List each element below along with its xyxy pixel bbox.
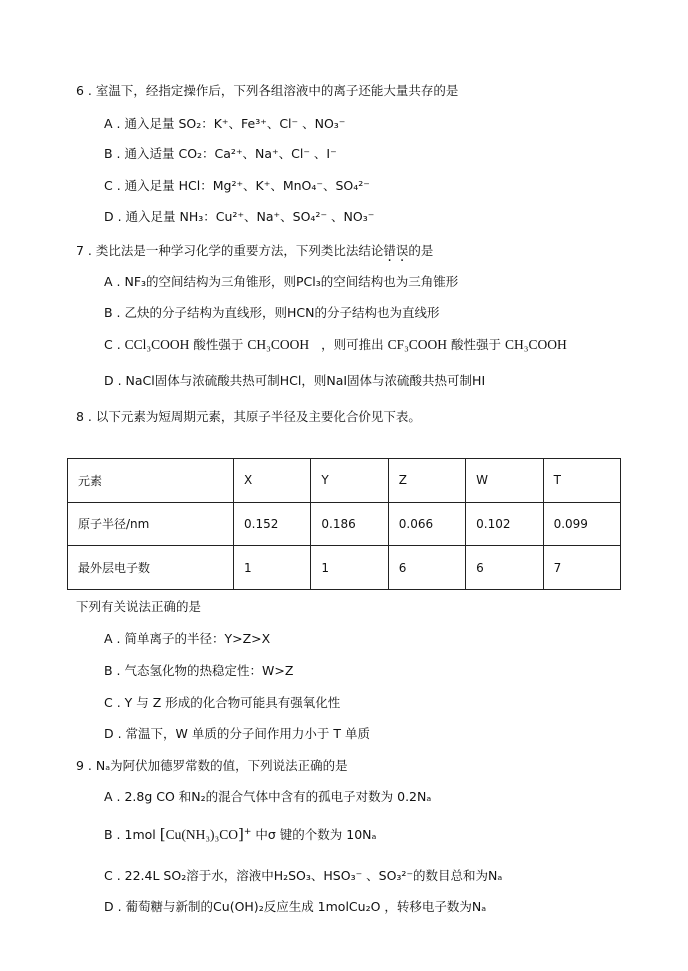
table-header-row [68,459,621,503]
q7-c-formula-1: CCl₃COOH [124,337,190,352]
table-cell: 0.099 [543,502,620,546]
q8-option-c: C . Y 与 Z 形成的化合物可能具有强氧化性 [104,695,341,710]
q9-b-charge: + [243,827,252,837]
q7-option-d: D . NaCl固体与浓硫酸共热可制HCl，则NaI固体与浓硫酸共热可制HI [104,373,486,388]
q9-option-d: D . 葡萄糖与新制的Cu(OH)₂反应生成 1molCu₂O ，转移电子数为Nₐ [104,899,487,914]
q8-option-d: D . 常温下，W 单质的分子间作用力小于 T 单质 [104,726,370,741]
q7-c-formula-3: CF₃COOH [387,337,448,352]
q7-c-formula-2: CH₃COOH [247,337,310,352]
table-cell: Z [388,459,465,503]
q9-stem: 9 . Nₐ为阿伏加德罗常数的值，下列说法正确的是 [76,758,348,773]
table-cell: T [543,459,620,503]
table-cell: 0.152 [234,502,311,546]
q9-b-formula: Cu(NH₃)₃CO [165,827,239,843]
q7-stem-after: 的是 [408,243,434,258]
table-cell: 0.186 [311,502,388,546]
table-cell: 0.066 [388,502,465,546]
table-cell: X [234,459,311,503]
q9-option-a: A . 2.8g CO 和N₂的混合气体中含有的孤电子对数为 0.2Nₐ [104,789,432,804]
table-cell: 原子半径/nm [68,502,234,546]
q9-option-c: C . 22.4L SO₂溶于水，溶液中H₂SO₃、HSO₃⁻ 、SO₃²⁻的数目总和为Nₐ [104,868,503,883]
q7-c-text-1: 酸性强于 [193,337,244,352]
q6-stem: 6 . 室温下，经指定操作后，下列各组溶液中的离子还能大量共存的是 [76,83,459,98]
q8-stem: 8 . 以下元素为短周期元素，其原子半径及主要化合价见下表。 [76,409,421,424]
table-cell: W [466,459,543,503]
q7-c-text-3: 酸性强于 [451,337,502,352]
table-cell: 0.102 [466,502,543,546]
q8-option-a: A . 简单离子的半径：Y>Z>X [104,631,271,646]
q7-emphasis-char-1: 错 [383,243,396,258]
q7-stem-before: 7 . 类比法是一种学习化学的重要方法，下列类比法结论 [76,243,384,258]
q7-option-a: A . NF₃的空间结构为三角锥形，则PCl₃的空间结构也为三角锥形 [104,274,459,289]
right-bracket: ] [238,825,244,844]
q8-option-b: B . 气态氢化物的热稳定性：W>Z [104,663,294,678]
table-cell: 1 [234,546,311,590]
left-bracket: [ [159,825,166,844]
table-cell: 6 [466,546,543,590]
q6-option-c: C . 通入足量 HCl：Mg²⁺、K⁺、MnO₄⁻、SO₄²⁻ [104,178,370,193]
q6-option-d: D . 通入足量 NH₃：Cu²⁺、Na⁺、SO₄²⁻ 、NO₃⁻ [104,209,375,224]
q7-option-b: B . 乙炔的分子结构为直线形，则HCN的分子结构也为直线形 [104,305,440,320]
table-row [68,546,621,590]
table-cell: 1 [311,546,388,590]
table-cell: 元素 [68,459,234,503]
table-cell: 6 [388,546,465,590]
q7-c-text-2: ，则可推出 [321,337,384,352]
element-table [67,458,621,590]
q6-option-b: B . 通入适量 CO₂：Ca²⁺、Na⁺、Cl⁻ 、I⁻ [104,146,337,161]
q7-emphasis-char-2: 误 [395,243,409,258]
q7-option-c [104,337,567,353]
table-cell: 7 [543,546,620,590]
q9-b-text: 中σ 键的个数为 10Nₐ [255,827,377,843]
q9-option-b [104,824,376,843]
q9-b-label: B . 1mol [104,827,156,843]
q6-option-a: A . 通入足量 SO₂：K⁺、Fe³⁺、Cl⁻ 、NO₃⁻ [104,116,346,131]
table-cell: 最外层电子数 [68,546,234,590]
q7-c-label: C . [104,337,121,352]
q7-stem [76,243,433,259]
table-cell: Y [311,459,388,503]
table-row [68,502,621,546]
q7-c-formula-4: CH₃COOH [505,337,567,352]
q8-lead: 下列有关说法正确的是 [76,599,202,614]
